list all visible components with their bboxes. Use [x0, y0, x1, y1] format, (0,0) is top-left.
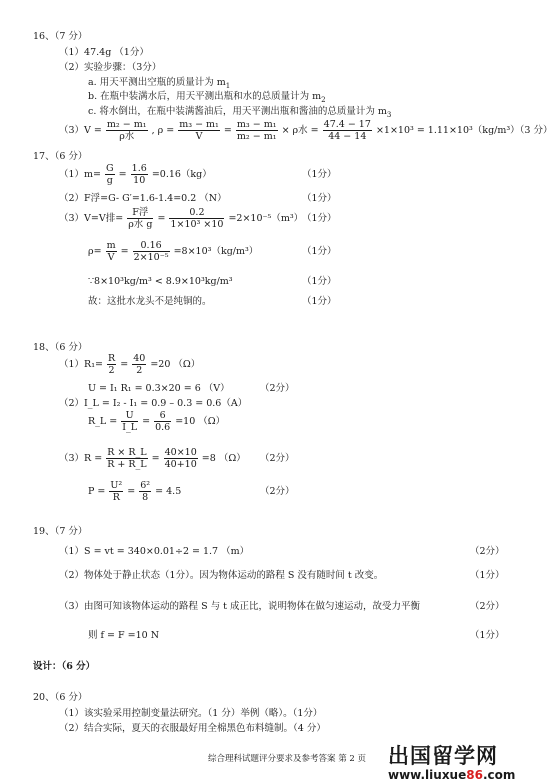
watermark-url: www.liuxue86.com [388, 768, 516, 782]
q18-voltage: U = I₁ R₁ = 0.3×20 = 6 （V） [88, 383, 230, 394]
q18-part2: （2）I_L = I₂ - I₁ = 0.9 – 0.3 = 0.6（A） [59, 398, 248, 409]
q18-power-score: （2分） [260, 486, 295, 497]
q19-force-score: （1分） [470, 630, 505, 641]
fraction: $\frac{0.16}{\text{2×10⁻⁵}}$ [133, 240, 169, 263]
q17-density: ρ= $\frac{m}{V}$ = $\frac{0.16}{\text{2×10⁻⁵}}$ =8×10³（kg/m³） [88, 240, 259, 263]
q17-conclusion: 故：这批水龙头不是纯铜的。 [88, 296, 212, 307]
q19-part3: （3）由图可知该物体运动的路程 S 与 t 成正比，说明物体在做匀速运动，故受力平衡 [59, 601, 420, 612]
fraction: $\frac{\text{m₃ − m₁}}{\text{m₂ − m₁}}$ [236, 119, 277, 142]
fraction: $\frac{0.2}{\text{1×10³ ×10}}$ [170, 207, 224, 230]
q17-part3: （3）V=V排= $\frac{\text{F浮}}{\text{ρ水 g}}$ = $\frac{0.2}{\text{1×10³ ×10}}$ =2×10⁻⁵（m³） [59, 207, 304, 230]
page-footer: 综合理科试题评分要求及参考答案 第 2 页 [208, 754, 367, 764]
q19-part1: （1）S = vt = 340×0.01÷2 = 1.7 （m） [59, 546, 250, 557]
design-heading: 设计：（6 分） [33, 661, 96, 672]
q16-step-b: b. 在瓶中装满水后，用天平测出瓶和水的总质量计为 $m_2$ [88, 91, 326, 104]
fraction: $\frac{R}{2}$ [108, 353, 116, 376]
q18-resistance-l: R_L = $\frac{U}{I\_L}$ = $\frac{6}{0.6}$ =10 （Ω） [88, 410, 226, 433]
fraction: $\frac{\text{6²}}{8}$ [140, 480, 151, 503]
q17-compare-score: （1分） [302, 276, 337, 287]
q16-part1: （1）47.4g （1分） [59, 47, 149, 58]
q16-part3-formula: （3）V = $\frac{\text{m₂ − m₁}}{\text{ρ水}}$ , ρ = $\frac{\text{m₃ − m₁}}{V}$ = $\frac{\text{m₃ − m₁}}{\text{m₂ − m₁}}$ × ρ水 = $\frac{47.4 - 17}{44 - 14}$ ×1×10³ = 1.11×10³（kg/m³）（3 分） [59, 119, 552, 142]
q16-step-a: a. 用天平测出空瓶的质量计为 $m_1$ [88, 77, 231, 90]
fraction: $\frac{R \times R\_L}{R + R\_L}$ [107, 447, 147, 470]
q19-heading: 19、（7 分） [33, 526, 88, 537]
q18-part1: （1）R₁= $\frac{R}{2}$ = $\frac{40}{2}$ =20 （Ω） [59, 353, 201, 376]
q19-part3-score: （2分） [470, 601, 505, 612]
fraction: $\frac{1.6}{10}$ [131, 163, 147, 186]
q17-heading: 17、（6 分） [33, 151, 88, 162]
fraction: $\frac{40}{2}$ [133, 353, 146, 376]
fraction: $\frac{\text{m₃ − m₁}}{V}$ [179, 119, 219, 142]
fraction: $\frac{\text{m₂ − m₁}}{\text{ρ水}}$ [106, 119, 147, 142]
fraction: $\frac{U}{I\_L}$ [122, 410, 138, 433]
fraction: $\frac{40\times 10}{40+10}$ [164, 447, 197, 470]
q16-step-c: c. 将水倒出，在瓶中装满酱油后，用天平测出瓶和酱油的总质量计为 $m_3$ [88, 106, 392, 119]
q19-part2-score: （1分） [470, 570, 505, 581]
q17-compare: ∵8×10³kg/m³ < 8.9×10³kg/m³ [88, 276, 233, 287]
q18-part3: （3）R = $\frac{R \times R\_L}{R + R\_L}$ = $\frac{40\times 10}{40+10}$ =8 （Ω） [59, 447, 246, 470]
q19-part2: （2）物体处于静止状态（1分）。因为物体运动的路程 S 没有随时间 t 改变。 [59, 570, 384, 581]
fraction: $\frac{G}{g}$ [106, 163, 114, 186]
q18-power: P = $\frac{\text{U²}}{R}$ = $\frac{\text{6²}}{8}$ = 4.5 [88, 480, 182, 503]
fraction: $\frac{m}{V}$ [106, 240, 116, 263]
q18-heading: 18、（6 分） [33, 342, 88, 353]
watermark-title: 出国留学网 [388, 744, 498, 768]
q20-heading: 20、（6 分） [33, 692, 88, 703]
q18-voltage-score: （2分） [260, 383, 295, 394]
q17-part1: （1）m= $\frac{G}{g}$ = $\frac{1.6}{10}$ =0.16（kg） [59, 163, 212, 186]
fraction: $\frac{\text{F浮}}{\text{ρ水 g}}$ [128, 207, 153, 230]
fraction: $\frac{6}{0.6}$ [155, 410, 171, 433]
q18-part3-score: （2分） [260, 453, 295, 464]
q17-part2-score: （1分） [302, 193, 337, 204]
q20-part2: （2）结合实际，夏天的衣服最好用全棉黑色布料缝制。（4 分） [59, 723, 326, 734]
q17-conclusion-score: （1分） [302, 296, 337, 307]
q19-part1-score: （2分） [470, 546, 505, 557]
q19-force: 则 f = F =10 N [88, 630, 160, 641]
fraction: $\frac{47.4 - 17}{44 - 14}$ [323, 119, 371, 142]
q20-part1: （1）该实验采用控制变量法研究。（1 分）举例（略）。（1分） [59, 708, 323, 719]
q16-heading: 16、（7 分） [33, 31, 88, 42]
q17-density-score: （1分） [302, 246, 337, 257]
q17-part1-score: （1分） [302, 169, 337, 180]
q17-part2: （2）F浮=G- G′=1.6-1.4=0.2 （N） [59, 193, 227, 204]
q17-part3-score: （1分） [302, 213, 337, 224]
q16-part2: （2）实验步骤：（3分） [59, 62, 162, 73]
site-watermark-logo [388, 740, 515, 782]
fraction: $\frac{\text{U²}}{R}$ [110, 480, 123, 503]
